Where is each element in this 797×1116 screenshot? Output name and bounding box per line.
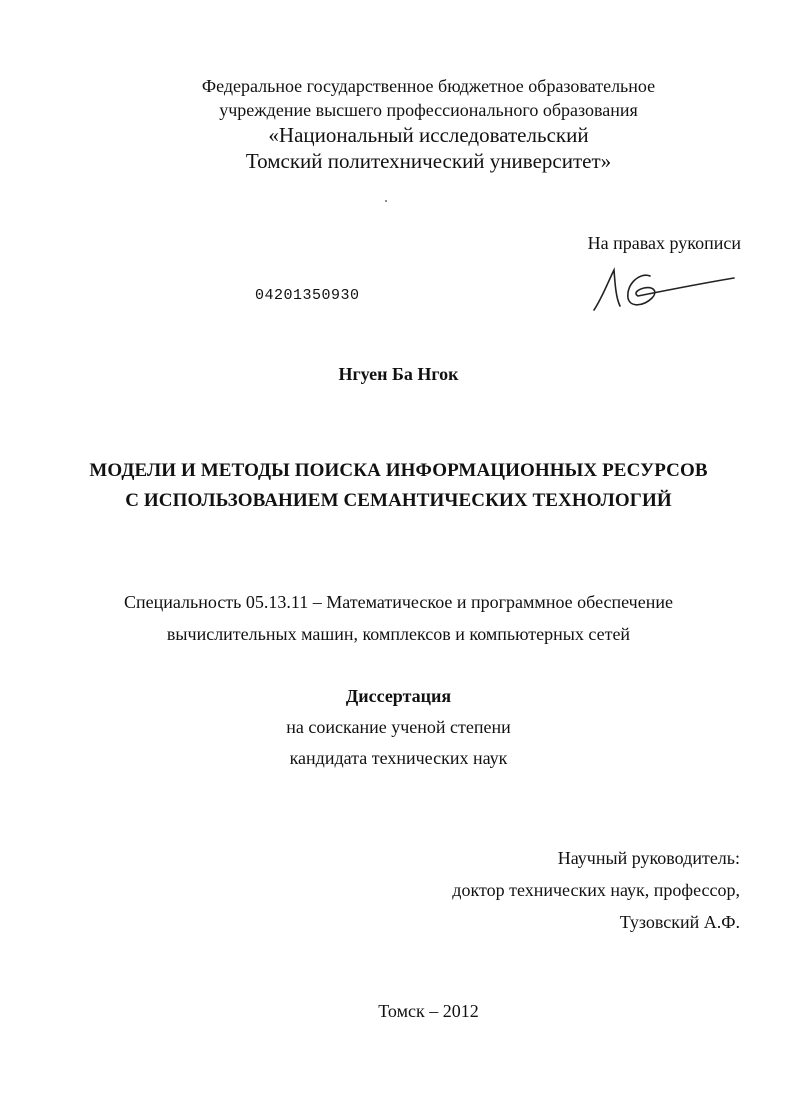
scan-speck <box>385 200 387 202</box>
dissertation-heading: Диссертация <box>345 686 452 706</box>
institution-header <box>30 74 797 174</box>
dissertation-line-2: кандидата технических наук <box>289 748 508 768</box>
advisor-label: Научный руководитель: <box>557 848 740 868</box>
signature-icon <box>588 262 738 314</box>
institution-line-4: Томский политехнический университет» <box>245 149 612 173</box>
specialty-line-1: Специальность 05.13.11 – Математическое и программное обеспечение <box>124 592 673 612</box>
title-line-2: С ИСПОЛЬЗОВАНИЕМ СЕМАНТИЧЕСКИХ ТЕХНОЛОГИЙ <box>125 490 672 511</box>
author-name: Нгуен Ба Нгок <box>338 364 459 384</box>
institution-line-2: учреждение высшего профессионального образования <box>219 100 638 120</box>
specialty-line-2: вычислительных машин, комплексов и компьютерных сетей <box>166 624 631 644</box>
registration-number: 04201350930 <box>255 287 360 304</box>
dissertation-title <box>0 456 797 516</box>
advisor-name: Тузовский А.Ф. <box>619 912 740 932</box>
institution-line-3: «Национальный исследовательский <box>268 123 589 147</box>
institution-line-1: Федеральное государственное бюджетное образовательное <box>201 76 656 96</box>
specialty <box>0 586 797 650</box>
advisor-block <box>452 842 740 938</box>
advisor-degree: доктор технических наук, профессор, <box>452 880 740 900</box>
city-year: Томск – 2012 <box>378 1001 479 1021</box>
title-line-1: МОДЕЛИ И МЕТОДЫ ПОИСКА ИНФОРМАЦИОННЫХ РЕСУРСОВ <box>89 460 708 481</box>
rights-note: На правах рукописи <box>587 233 741 253</box>
dissertation-block <box>0 681 797 774</box>
dissertation-line-1: на соискание ученой степени <box>286 717 511 737</box>
